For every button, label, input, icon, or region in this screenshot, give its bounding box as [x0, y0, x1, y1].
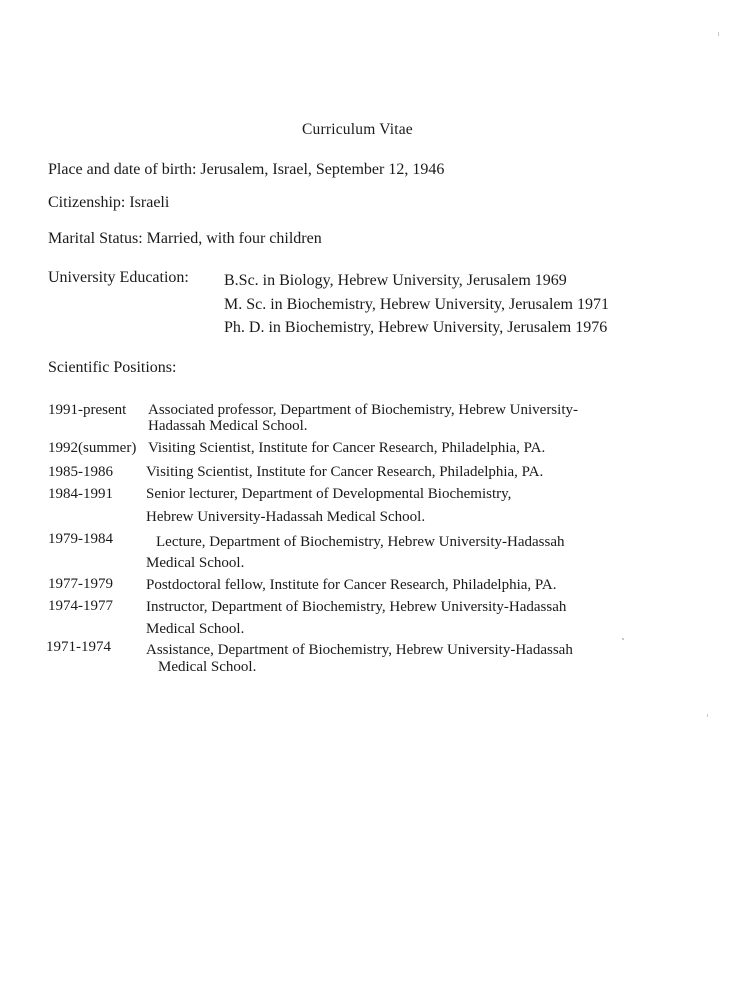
positions-heading: Scientific Positions: [48, 359, 177, 376]
degree-msc: M. Sc. in Biochemistry, Hebrew University, Jerusalem 1971 [224, 296, 609, 313]
birth-line: Place and date of birth: Jerusalem, Israel, September 12, 1946 [48, 161, 445, 178]
position-description-cont: Medical School. [158, 659, 257, 675]
education-label: University Education: [48, 269, 189, 286]
position-years: 1985-1986 [48, 464, 113, 480]
position-years: 1984-1991 [48, 486, 113, 502]
position-description-cont: Medical School. [146, 621, 245, 637]
position-years: 1991-present [48, 402, 127, 418]
position-description: Lecture, Department of Biochemistry, Hebrew University-Hadassah [156, 534, 565, 550]
scan-speck [707, 714, 708, 717]
position-description: Associated professor, Department of Biochemistry, Hebrew University- [148, 402, 578, 418]
position-description: Postdoctoral fellow, Institute for Cancer Research, Philadelphia, PA. [146, 577, 557, 593]
position-years: 1992(summer) [48, 440, 137, 456]
scan-speck [622, 638, 624, 640]
position-description: Instructor, Department of Biochemistry, Hebrew University-Hadassah [146, 599, 567, 615]
position-years: 1979-1984 [48, 531, 113, 547]
position-description: Visiting Scientist, Institute for Cancer Research, Philadelphia, PA. [148, 440, 546, 456]
position-description-cont: Hebrew University-Hadassah Medical School. [146, 509, 426, 525]
position-description-cont: Hadassah Medical School. [148, 418, 308, 434]
position-description: Assistance, Department of Biochemistry, Hebrew University-Hadassah [146, 642, 573, 658]
position-years: 1974-1977 [48, 598, 113, 614]
degree-bsc: B.Sc. in Biology, Hebrew University, Jerusalem 1969 [224, 272, 567, 289]
position-description: Senior lecturer, Department of Developmental Biochemistry, [146, 486, 512, 502]
position-description: Visiting Scientist, Institute for Cancer Research, Philadelphia, PA. [146, 464, 544, 480]
degree-phd: Ph. D. in Biochemistry, Hebrew University, Jerusalem 1976 [224, 319, 608, 336]
position-description-cont: Medical School. [146, 555, 245, 571]
position-years: 1971-1974 [46, 639, 111, 655]
page-title: Curriculum Vitae [302, 121, 413, 138]
citizenship-line: Citizenship: Israeli [48, 194, 170, 211]
marital-status-line: Marital Status: Married, with four children [48, 230, 322, 247]
position-years: 1977-1979 [48, 576, 113, 592]
scan-speck [718, 32, 719, 36]
